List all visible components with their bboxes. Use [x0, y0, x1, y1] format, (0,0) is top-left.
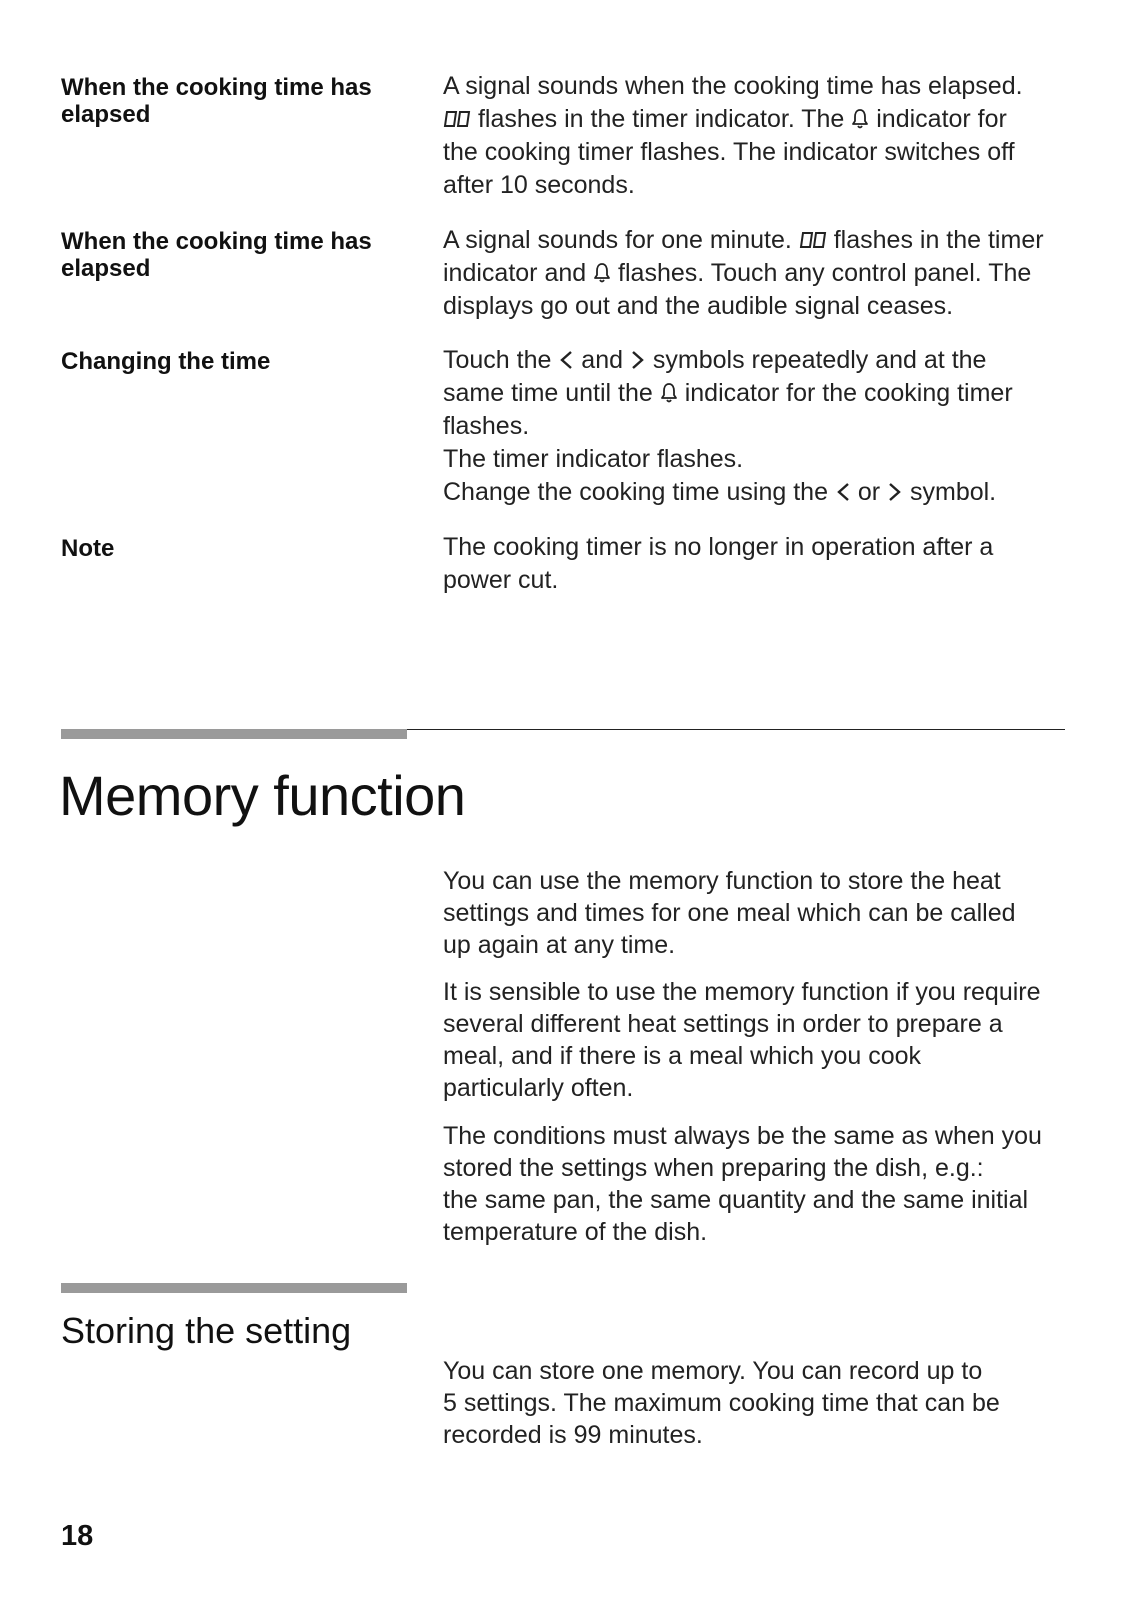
- text-line: [443, 377, 1083, 410]
- text-segment: flashes.: [443, 412, 530, 440]
- text-line: several different heat settings in order to prepare a: [443, 1010, 1003, 1038]
- text-segment: flashes. Touch any control panel. The: [611, 259, 1032, 287]
- text-line: recorded is 99 minutes.: [443, 1421, 703, 1449]
- text-line: [443, 257, 1083, 290]
- text-line: [443, 443, 1083, 476]
- text-segment: flashes in the timer indicator. The: [471, 105, 852, 133]
- text-line: You can use the memory function to store the heat: [443, 867, 1001, 895]
- bell-icon: [851, 108, 869, 130]
- chevron-right-icon: [630, 349, 646, 371]
- text-segment: power cut.: [443, 566, 559, 594]
- text-line: The conditions must always be the same as when you: [443, 1122, 1042, 1150]
- text-line: [443, 169, 1083, 202]
- chevron-left-icon: [835, 481, 851, 503]
- text-segment: symbols repeatedly and at the: [645, 346, 987, 374]
- zero-zero-display-icon: [799, 229, 827, 251]
- text-segment: symbol.: [903, 478, 997, 506]
- text-segment: Change the cooking time using the: [443, 478, 835, 506]
- text-line: settings and times for one meal which can be called: [443, 899, 1016, 927]
- text-line: up again at any time.: [443, 931, 676, 959]
- row-label-note: Note: [61, 535, 115, 562]
- text-segment: indicator and: [443, 259, 594, 287]
- memory-paragraph-2: [443, 976, 1083, 1104]
- text-line: [443, 564, 1083, 597]
- row-label-elapsed-1: When the cooking time has elapsed: [61, 74, 372, 128]
- text-line: [443, 136, 1083, 169]
- text-line: [443, 103, 1083, 136]
- chevron-right-icon: [887, 481, 903, 503]
- row-text-changing-time: [443, 344, 1083, 509]
- row-text-elapsed-2: [443, 224, 1083, 323]
- text-line: stored the settings when preparing the dish, e.g.:: [443, 1154, 984, 1182]
- memory-paragraph-1: [443, 865, 1083, 961]
- text-segment: same time until the: [443, 379, 660, 407]
- text-segment: Touch the: [443, 346, 559, 374]
- section-rule-thin: [407, 729, 1065, 730]
- text-line: [443, 344, 1083, 377]
- text-line: temperature of the dish.: [443, 1218, 708, 1246]
- row-label-changing-time: Changing the time: [61, 348, 271, 375]
- text-line: [443, 476, 1083, 509]
- memory-function-title: Memory function: [59, 764, 466, 827]
- subsection-rule-thick: [61, 1283, 407, 1293]
- text-segment: The timer indicator flashes.: [443, 445, 744, 473]
- text-segment: or: [850, 478, 888, 506]
- zero-zero-display-icon: [443, 108, 471, 130]
- text-segment: and: [574, 346, 630, 374]
- bell-icon: [593, 262, 611, 284]
- text-line: the same pan, the same quantity and the same initial: [443, 1186, 1029, 1214]
- text-line: 5 settings. The maximum cooking time that can be: [443, 1389, 1000, 1417]
- text-segment: indicator for: [869, 105, 1007, 133]
- text-line: [443, 531, 1083, 564]
- text-line: It is sensible to use the memory function if you require: [443, 978, 1041, 1006]
- text-line: [443, 70, 1083, 103]
- bell-icon: [660, 382, 678, 404]
- section-rule-thick: [61, 729, 407, 739]
- storing-paragraph: [443, 1355, 1083, 1451]
- page-number: 18: [61, 1520, 94, 1552]
- text-segment: A signal sounds when the cooking time has elapsed.: [443, 72, 1023, 100]
- row-text-note: [443, 531, 1083, 597]
- text-line: [443, 410, 1083, 443]
- text-segment: after 10 seconds.: [443, 171, 635, 199]
- text-line: meal, and if there is a meal which you cook: [443, 1042, 922, 1070]
- text-line: particularly often.: [443, 1074, 634, 1102]
- text-segment: displays go out and the audible signal ceases.: [443, 292, 954, 320]
- text-segment: the cooking timer flashes. The indicator switches off: [443, 138, 1015, 166]
- row-label-elapsed-2: When the cooking time has elapsed: [61, 228, 372, 282]
- text-segment: indicator for the cooking timer: [677, 379, 1013, 407]
- text-segment: flashes in the timer: [826, 226, 1044, 254]
- memory-paragraph-3: [443, 1120, 1083, 1248]
- chevron-left-icon: [558, 349, 574, 371]
- text-line: [443, 224, 1083, 257]
- row-text-elapsed-1: [443, 70, 1083, 202]
- text-line: You can store one memory. You can record up to: [443, 1357, 983, 1385]
- storing-setting-title: Storing the setting: [61, 1310, 352, 1351]
- text-segment: A signal sounds for one minute.: [443, 226, 799, 254]
- text-line: [443, 290, 1083, 323]
- text-segment: The cooking timer is no longer in operation after a: [443, 533, 994, 561]
